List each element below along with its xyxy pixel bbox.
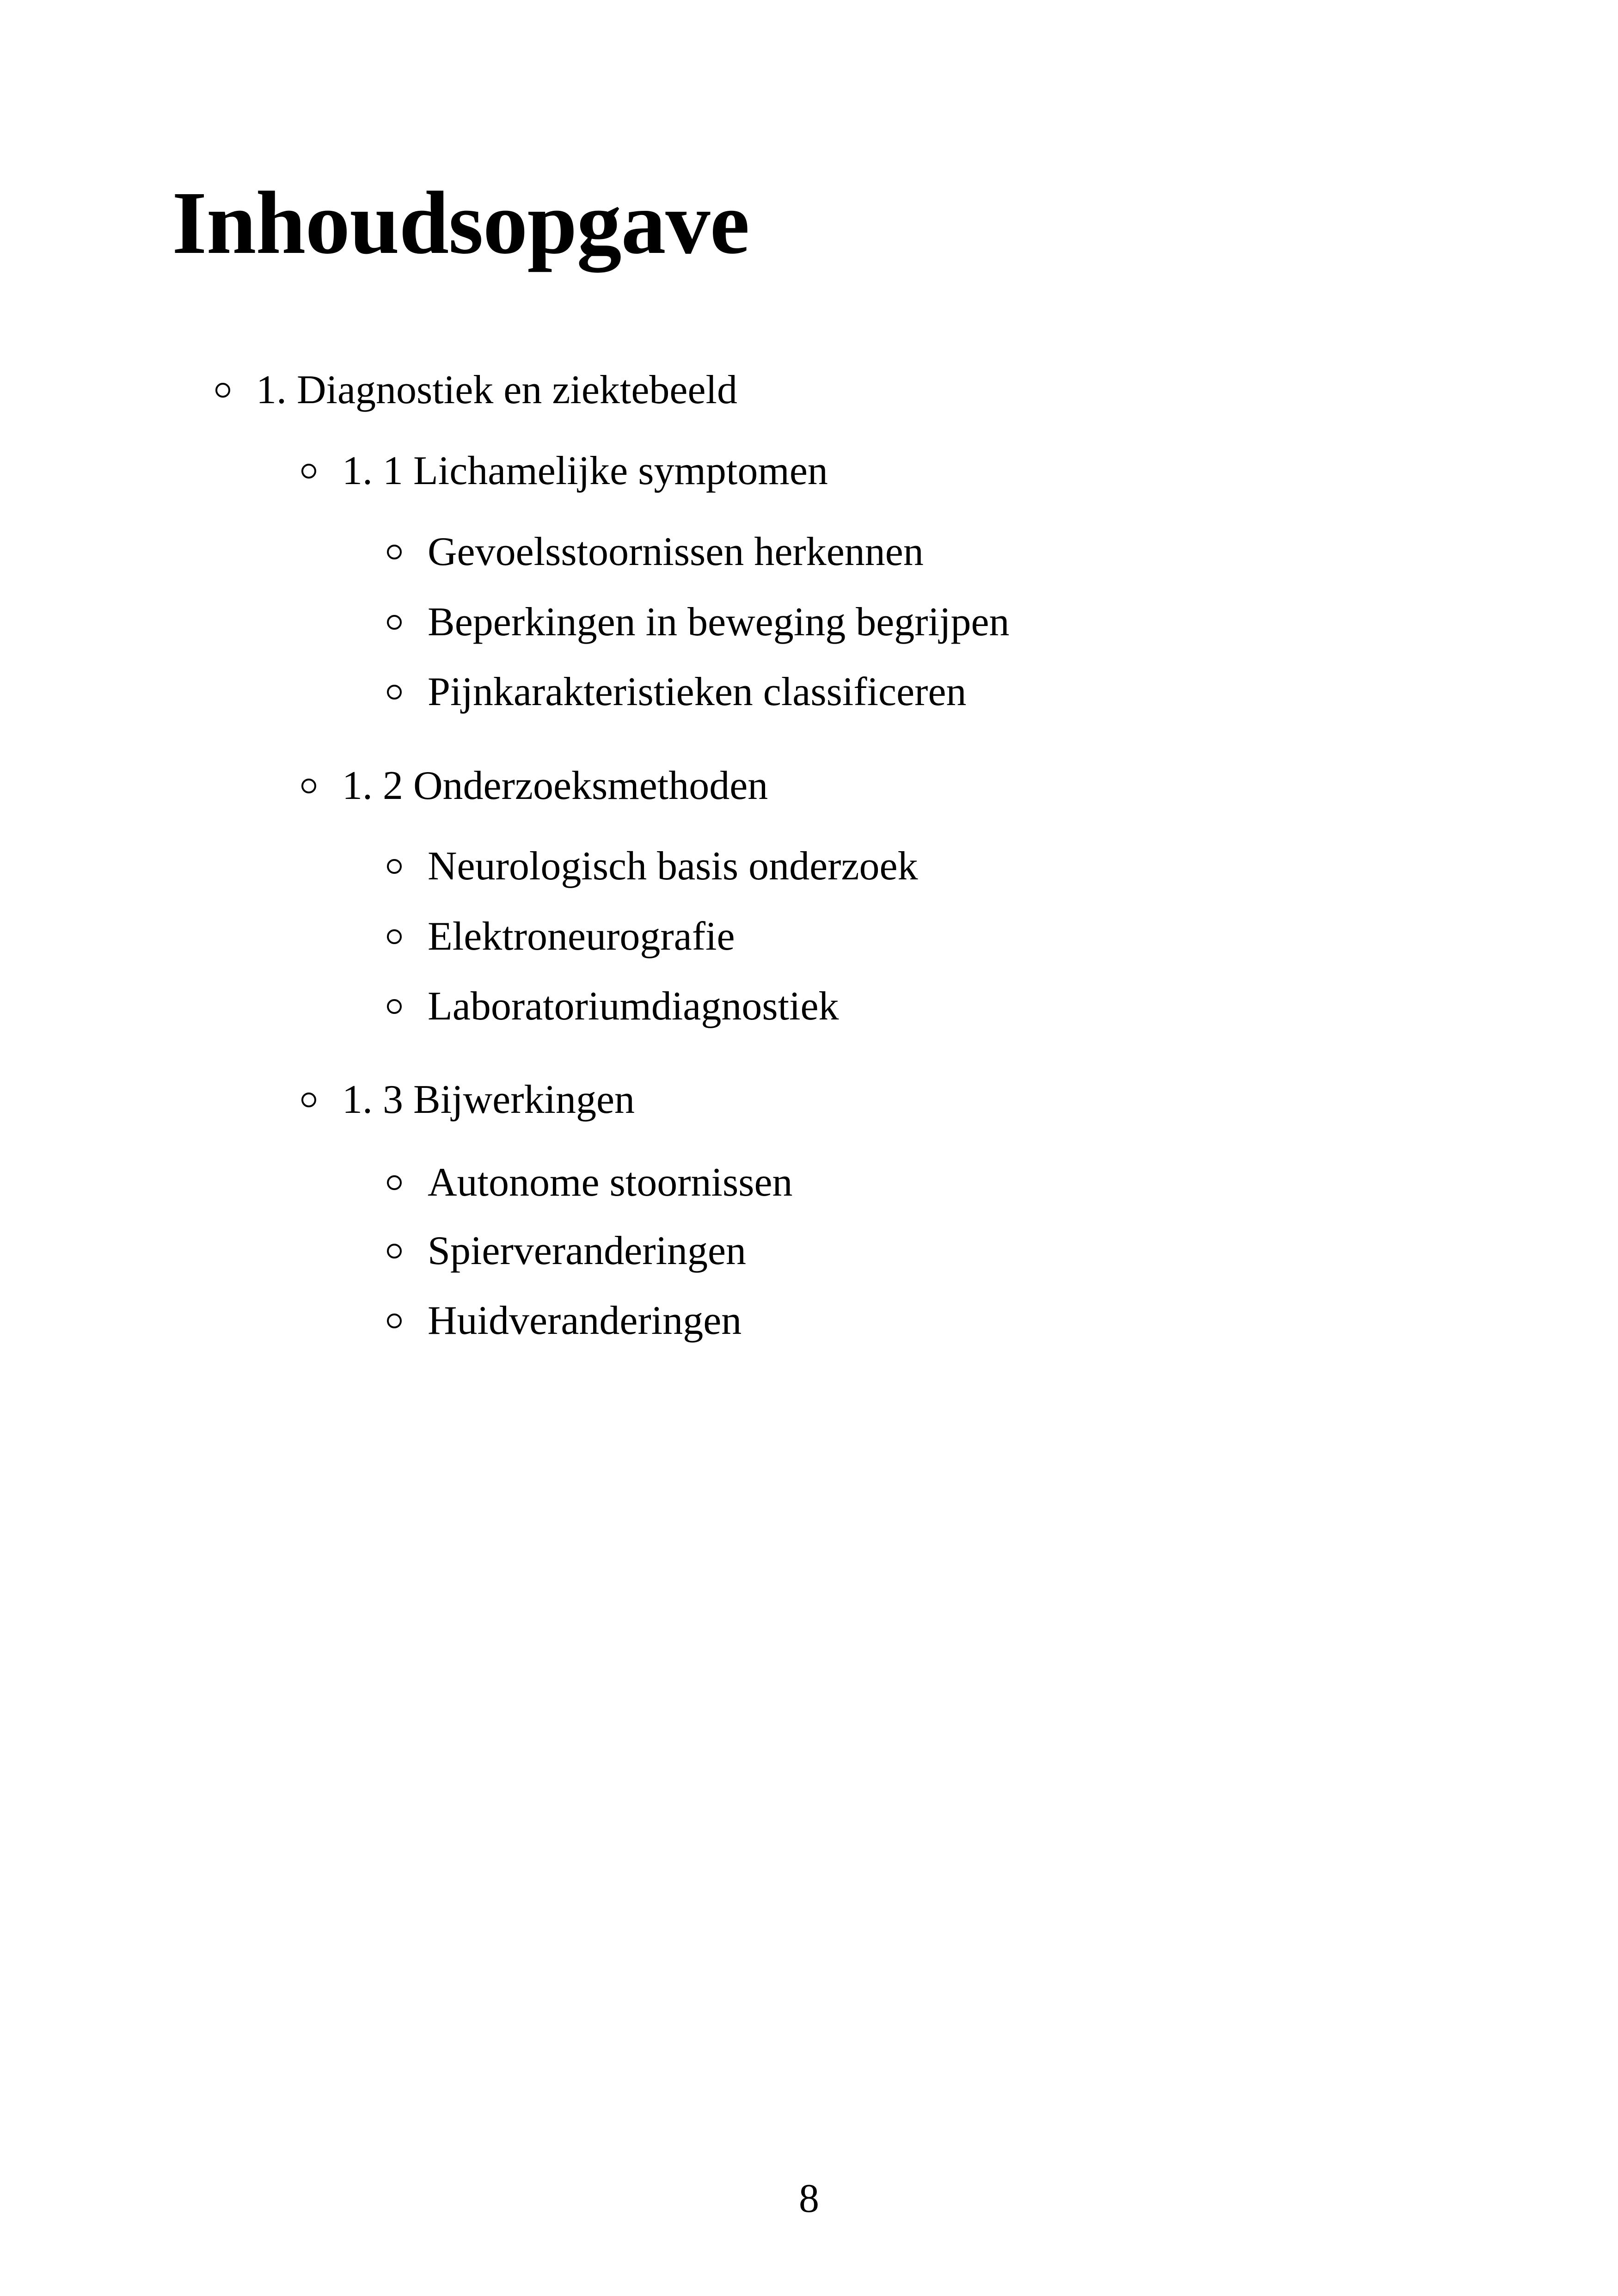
toc-section-label: 1. 2 Onderzoeksmethoden [342, 763, 768, 808]
toc-item[interactable] [387, 602, 1010, 643]
circle-bullet-icon [387, 859, 402, 874]
circle-bullet-icon [301, 779, 316, 793]
toc-item[interactable] [387, 1228, 747, 1273]
toc-item[interactable] [387, 529, 924, 574]
circle-bullet-icon [301, 464, 316, 479]
toc-chapter-1[interactable] [215, 370, 737, 411]
toc-item-label: Gevoelsstoornissen herkennen [428, 529, 924, 574]
toc-section-1-3[interactable] [301, 1077, 635, 1122]
toc-item-label: Beperkingen in beweging begrijpen [428, 600, 1010, 645]
circle-bullet-icon [387, 1175, 402, 1190]
toc-item[interactable] [387, 669, 967, 714]
toc-item-label: Neurologisch basis onderzoek [428, 844, 918, 889]
toc-item-label: Autonome stoornissen [428, 1160, 793, 1205]
circle-bullet-icon [215, 383, 230, 398]
toc-item[interactable] [387, 1298, 742, 1343]
circle-bullet-icon [387, 615, 402, 630]
toc-section-label: 1. 1 Lichamelijke symptomen [342, 448, 828, 493]
circle-bullet-icon [387, 999, 402, 1014]
toc-item-label: Huidveranderingen [428, 1298, 742, 1343]
toc-item-label: Spierveranderingen [428, 1228, 747, 1273]
toc-item-label: Elektroneurografie [428, 914, 735, 959]
circle-bullet-icon [387, 545, 402, 559]
toc-item[interactable] [387, 916, 735, 957]
toc-section-label: 1. 3 Bijwerkingen [342, 1077, 635, 1122]
toc-item[interactable] [387, 846, 918, 887]
toc-item-label: Laboratoriumdiagnostiek [428, 984, 839, 1029]
toc-item-label: Pijnkarakteristieken classificeren [428, 669, 967, 714]
circle-bullet-icon [387, 929, 402, 944]
toc-section-1-2[interactable] [301, 763, 768, 808]
toc-item[interactable] [387, 1162, 793, 1203]
circle-bullet-icon [387, 1314, 402, 1328]
page-number: 8 [799, 2176, 819, 2221]
circle-bullet-icon [387, 1244, 402, 1259]
toc-section-1-1[interactable] [301, 448, 828, 493]
page-title: Inhoudsopgave [172, 173, 749, 272]
circle-bullet-icon [387, 685, 402, 700]
toc-item[interactable] [387, 986, 839, 1027]
circle-bullet-icon [301, 1093, 316, 1107]
toc-chapter-label: 1. Diagnostiek en ziektebeeld [256, 368, 737, 412]
